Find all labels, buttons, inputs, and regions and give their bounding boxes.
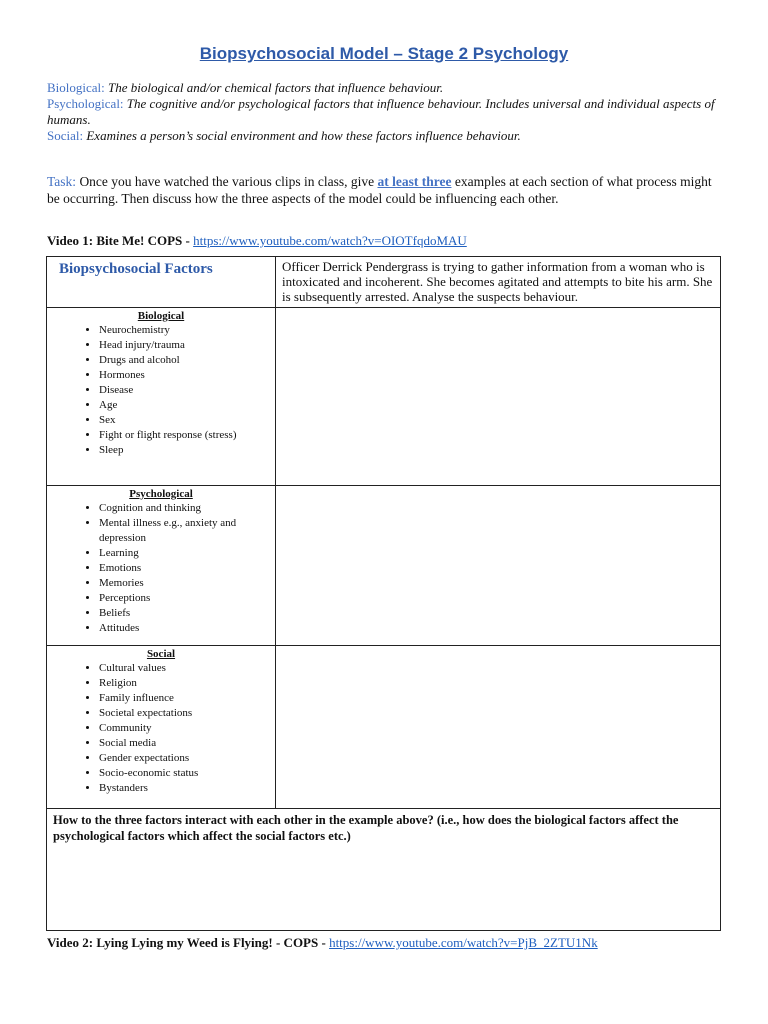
list-item: • Drugs and alcohol xyxy=(99,353,275,368)
list-item: • Family influence xyxy=(99,691,275,706)
section-heading: Psychological xyxy=(129,488,193,500)
list-item: • Social media xyxy=(99,736,275,751)
list-item: • Fight or flight response (stress) xyxy=(99,428,275,443)
psychological-answer-cell[interactable] xyxy=(276,486,721,646)
list-item: • Societal expectations xyxy=(99,706,275,721)
psychological-factors-cell xyxy=(47,486,276,646)
definition-term: Social: xyxy=(47,128,84,143)
list-item: • Cultural values xyxy=(99,661,275,676)
list-item: • Perceptions xyxy=(99,591,275,606)
video-1-link[interactable]: https://www.youtube.com/watch?v=OIOTfqdoMAU xyxy=(193,233,467,248)
social-list xyxy=(47,661,275,796)
list-item: • Emotions xyxy=(99,561,275,576)
video-1-label: Video 1: Bite Me! COPS - xyxy=(47,233,190,248)
biological-list xyxy=(47,323,275,458)
task-text-before: Once you have watched the various clips in class, give xyxy=(79,174,375,189)
list-item: • Attitudes xyxy=(99,621,275,636)
list-item: • Religion xyxy=(99,676,275,691)
table-header-scenario: Officer Derrick Pendergrass is trying to gather information from a woman who is intoxicated and incoherent. She becomes agitated and attempts to bite his arm. She is subsequently arrested. Analyse the suspects behaviour. xyxy=(276,257,721,308)
list-item: • Bystanders xyxy=(99,781,275,796)
definition-biological xyxy=(47,80,727,96)
psychological-list xyxy=(47,501,275,636)
table-header-left: Biopsychosocial Factors xyxy=(47,257,276,308)
list-item: • Cognition and thinking xyxy=(99,501,275,516)
definition-social xyxy=(47,128,727,144)
list-item: • Gender expectations xyxy=(99,751,275,766)
social-answer-cell[interactable] xyxy=(276,646,721,809)
definition-term: Biological: xyxy=(47,80,105,95)
definition-text: Examines a person’s social environment and how these factors influence behaviour. xyxy=(86,128,521,143)
list-item: • Disease xyxy=(99,383,275,398)
task-text-after: examples at each section of what process might be occurring. Then discuss how the three aspects of the model could be influencing each other. xyxy=(47,174,712,206)
list-item: • Head injury/trauma xyxy=(99,338,275,353)
list-item: • Sex xyxy=(99,413,275,428)
video-2-label: Video 2: Lying Lying my Weed is Flying! - COPS - xyxy=(47,935,326,950)
interaction-question-cell[interactable] xyxy=(47,809,721,931)
definition-term: Psychological: xyxy=(47,96,124,111)
biological-answer-cell[interactable] xyxy=(276,308,721,486)
task-emphasis: at least three xyxy=(377,174,452,189)
list-item: • Hormones xyxy=(99,368,275,383)
list-item: • Age xyxy=(99,398,275,413)
definition-text: The cognitive and/or psychological factors that influence behaviour. Includes universal and individual aspects of humans. xyxy=(47,96,715,127)
list-item: • Learning xyxy=(99,546,275,561)
factors-table xyxy=(46,256,721,931)
task-instructions xyxy=(47,173,727,207)
interaction-question: How to the three factors interact with each other in the example above? (i.e., how does the biological factors affect the psychological factors which affect the social factors etc.) xyxy=(53,813,679,843)
definition-psychological xyxy=(47,96,727,128)
biological-factors-cell xyxy=(47,308,276,486)
video-1-line xyxy=(47,233,467,249)
video-2-line xyxy=(47,935,598,951)
list-item: • Neurochemistry xyxy=(99,323,275,338)
list-item: • Beliefs xyxy=(99,606,275,621)
list-item: • Community xyxy=(99,721,275,736)
list-item: • Memories xyxy=(99,576,275,591)
section-heading: Biological xyxy=(137,310,185,322)
video-2-link[interactable]: https://www.youtube.com/watch?v=PjB_2ZTU1Nk xyxy=(329,935,598,950)
page-title: Biopsychosocial Model – Stage 2 Psychology xyxy=(199,44,569,63)
definition-text: The biological and/or chemical factors that influence behaviour. xyxy=(108,80,444,95)
definitions xyxy=(47,80,727,144)
list-item: • Socio-economic status xyxy=(99,766,275,781)
task-label: Task: xyxy=(47,174,77,189)
section-heading: Social xyxy=(146,648,176,660)
list-item: • Sleep xyxy=(99,443,275,458)
list-item: • Mental illness e.g., anxiety and depression xyxy=(99,516,275,546)
social-factors-cell xyxy=(47,646,276,809)
